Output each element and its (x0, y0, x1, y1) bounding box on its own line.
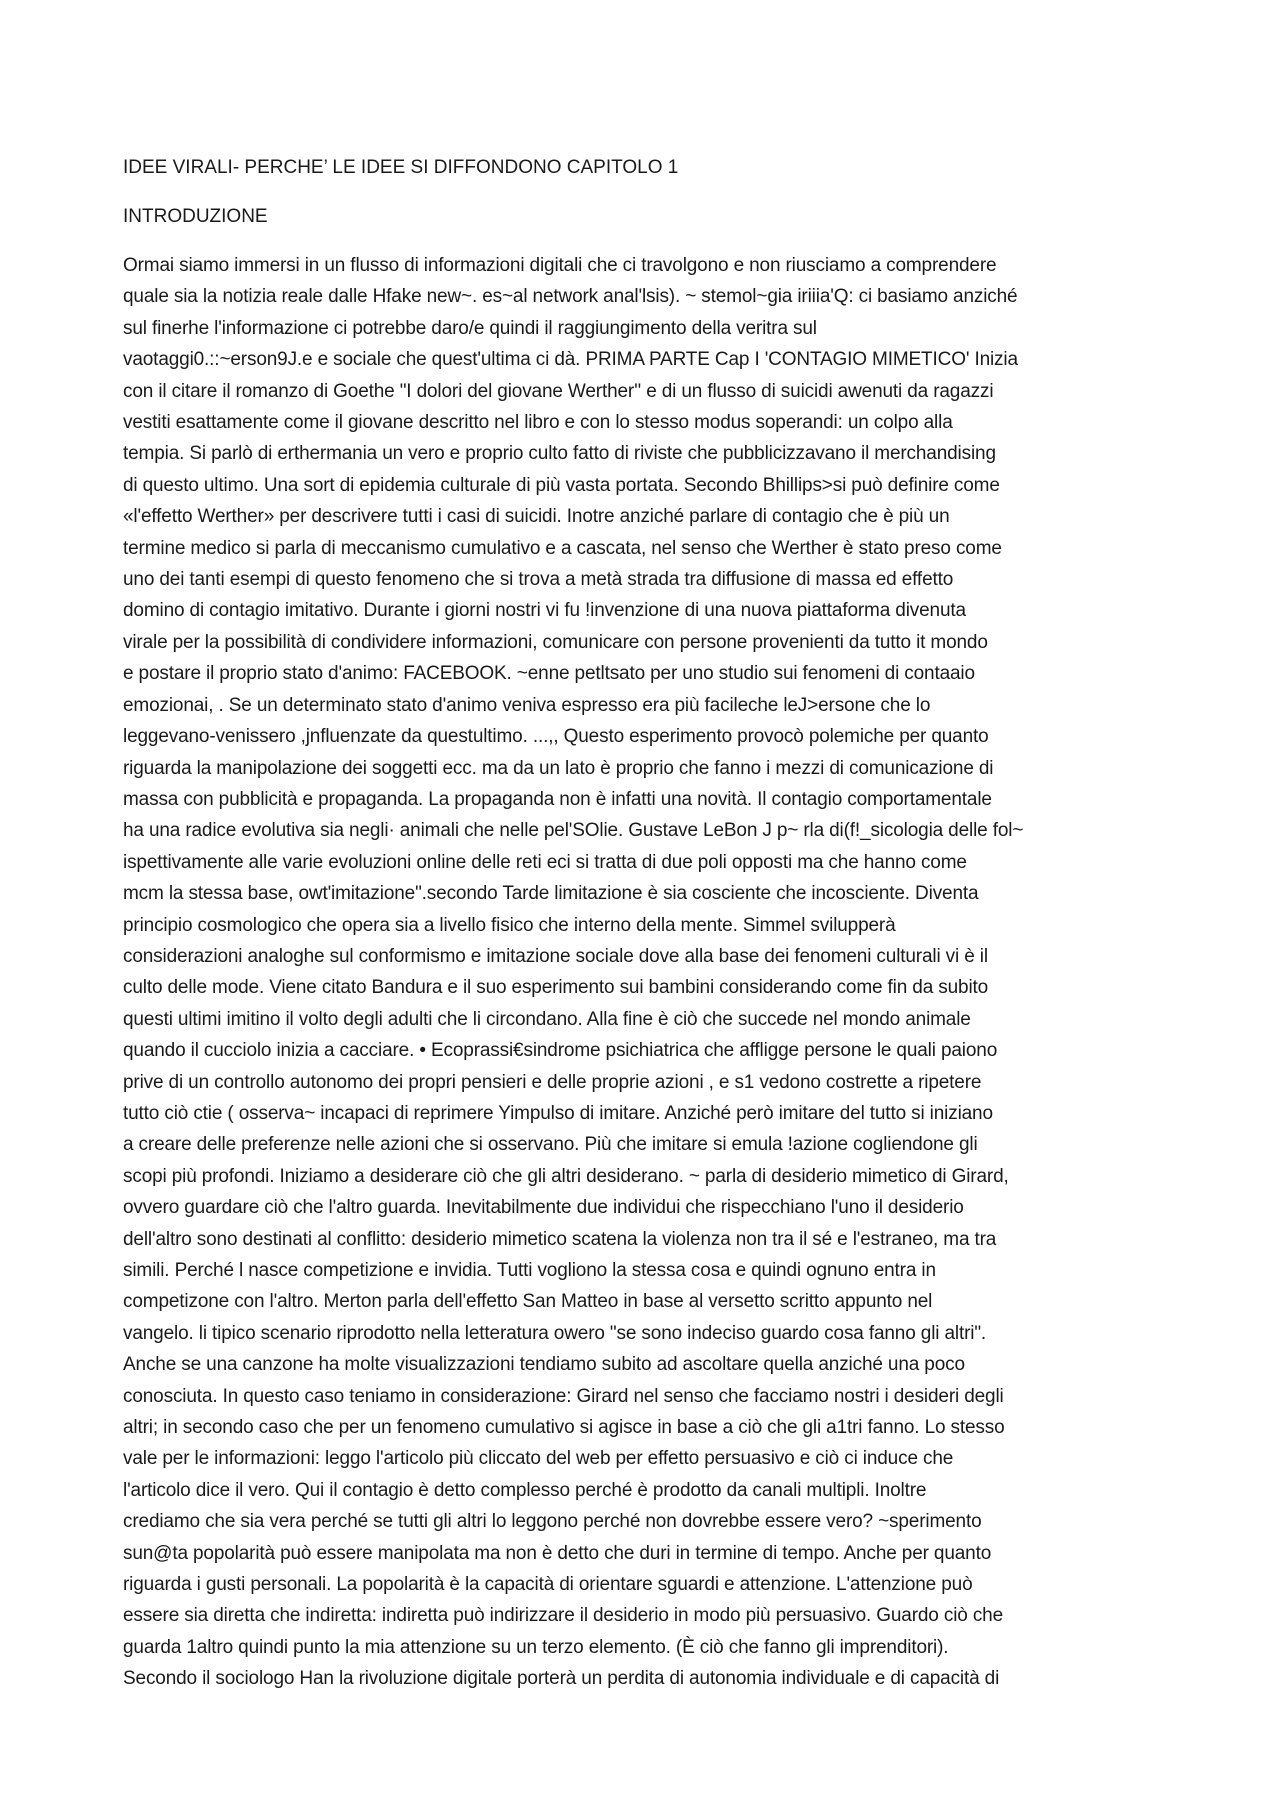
text-line: uno dei tanti esempi di questo fenomeno che si trova a metà strada tra diffusione di massa ed effetto (123, 569, 954, 591)
text-line: domino di contagio imitativo. Durante i giorni nostri vi fu !invenzione di una nuova piattaforma divenuta (123, 600, 966, 622)
text-line: «l'effetto Werther» per descrivere tutti i casi di suicidi. Inotre anziché parlare di contagio che è più un (123, 506, 950, 528)
text-line: vangelo. li tipico scenario riprodotto nella letteratura owero "se sono indeciso guardo cosa fanno gli altri". (123, 1322, 987, 1344)
text-line: vaotaggi0.::~erson9J.e e sociale che quest'ultima ci dà. PRIMA PARTE Cap I 'CONTAGIO MIMETICO' Inizia (123, 349, 1018, 371)
text-line: sun@ta popolarità può essere manipolata ma non è detto che duri in termine di tempo. Anche per quanto (123, 1542, 992, 1564)
text-line: riguarda la manipolazione dei soggetti ecc. ma da un lato è proprio che fanno i mezzi di comunicazione di (123, 757, 994, 779)
text-line: sul finerhe l'informazione ci potrebbe daro/e quindi il raggiungimento della veritra sul (123, 317, 817, 339)
text-line: leggevano-venissero ,jnfluenzate da questultimo. ...,, Questo esperimento provocò polemiche per quanto (123, 726, 989, 748)
text-line: simili. Perché l nasce competizione e invidia. Tutti vogliono la stessa cosa e quindi ognuno entra in (123, 1260, 936, 1281)
text-line: questi ultimi imitino il volto degli adulti che li circondano. Alla fine è ciò che succede nel mondo animale (123, 1008, 971, 1030)
text-line: ovvero guardare ciò che l'altro guarda. Inevitabilmente due individui che rispecchiano l'uno il desiderio (123, 1197, 964, 1219)
text-line: principio cosmologico che opera sia a livello fisico che interno della mente. Simmel svilupperà (123, 914, 896, 936)
text-line: a creare delle preferenze nelle azioni che si osservano. Più che imitare si emula !azione cogliendone gli (123, 1134, 978, 1156)
text-line: crediamo che sia vera perché se tutti gli altri lo leggono perché non dovrebbe essere vero? ~sperimento (123, 1511, 982, 1533)
document-content (123, 152, 1167, 1695)
text-line: guarda 1altro quindi punto la mia attenzione su un terzo elemento. (È ciò che fanno gli imprenditori). (123, 1636, 949, 1658)
text-line: l'articolo dice il vero. Qui il contagio è detto complesso perché è prodotto da canali multipli. Inoltre (123, 1479, 927, 1501)
text-line: tempia. Si parlò di erthermania un vero e proprio culto fatto di riviste che pubblicizzavano il merchandising (123, 443, 996, 465)
text-line: riguarda i gusti personali. La popolarità è la capacità di orientare sguardi e attenzione. L'attenzione può (123, 1574, 973, 1596)
text-line: culto delle mode. Viene citato Bandura e il suo esperimento sui bambini considerando come fin da subito (123, 977, 989, 999)
text-line: essere sia diretta che indiretta: indiretta può indirizzare il desiderio in modo più persuasivo. Guardo ciò che (123, 1605, 1003, 1627)
text-line: ispettivamente alle varie evoluzioni online delle reti eci si tratta di due poli opposti ma che hanno come (123, 851, 967, 873)
text-line: Secondo il sociologo Han la rivoluzione digitale porterà un perdita di autonomia individuale e di capacità di (123, 1668, 1000, 1690)
text-line: con il citare il romanzo di Goethe "I dolori del giovane Werther'' e di un flusso di suicidi awenuti da ragazzi (123, 380, 994, 402)
text-line: quando il cucciolo inizia a cacciare. • Ecoprassi€sindrome psichiatrica che affligge persone le quali paiono (123, 1040, 998, 1062)
text-line: considerazioni analoghe sul conformismo e imitazione sociale dove alla base dei fenomeni culturali vi è il (123, 945, 988, 967)
text-line: vale per le informazioni: leggo l'articolo più cliccato del web per effetto persuasivo e ciò ci induce che (123, 1448, 954, 1470)
text-line: conosciuta. In questo caso teniamo in considerazione: Girard nel senso che facciamo nostri i desideri degli (123, 1385, 1004, 1407)
text-line: di questo ultimo. Una sort di epidemia culturale di più vasta portata. Secondo Bhillips>si può definire come (123, 474, 1000, 496)
text-line: Anche se una canzone ha molte visualizzazioni tendiamo subito ad ascoltare quella anziché una poco (123, 1354, 965, 1376)
text-line: dell'altro sono destinati al conflitto: desiderio mimetico scatena la violenza non tra il sé e l'estraneo, ma tra (123, 1228, 997, 1250)
text-line: Ormai siamo immersi in un flusso di informazioni digitali che ci travolgono e non riusciamo a comprendere (123, 255, 997, 276)
text-line: mcm la stessa base, owt'imitazione".secondo Tarde limitazione è sia cosciente che incosciente. Diventa (123, 883, 979, 905)
text-line: termine medico si parla di meccanismo cumulativo e a cascata, nel senso che Werther è stato preso come (123, 537, 1002, 559)
text-line: emozionai, . Se un determinato stato d'animo veniva espresso era più facileche leJ>ersone che lo (123, 694, 931, 716)
section-heading: INTRODUZIONE (123, 206, 268, 227)
document-title: IDEE VIRALI- PERCHE’ LE IDEE SI DIFFONDONO CAPITOLO 1 (123, 157, 679, 178)
text-line: prive di un controllo autonomo dei propri pensieri e delle proprie azioni , e s1 vedono costrette a ripetere (123, 1071, 982, 1093)
text-line: tutto ciò ctie ( osserva~ incapaci di reprimere Yimpulso di imitare. Anziché però imitare del tutto si iniziano (123, 1102, 993, 1124)
text-line: quale sia la notizia reale dalle Hfake new~. es~al network anal'lsis). ~ stemol~gia iriiia'Q: ci basiamo anziché (123, 286, 1018, 308)
text-line: vestiti esattamente come il giovane descritto nel libro e con lo stesso modus soperandi: un colpo alla (123, 412, 953, 434)
text-line: virale per la possibilità di condividere informazioni, comunicare con persone provenienti da tutto it mondo (123, 631, 988, 653)
text-line: massa con pubblicità e propaganda. La propaganda non è infatti una novità. Il contagio comportamentale (123, 788, 992, 810)
text-line: e postare il proprio stato d'animo: FACEBOOK. ~enne petltsato per uno studio sui fenomeni di contaaio (123, 663, 975, 685)
body-paragraph (123, 250, 1167, 1695)
text-line: ha una radice evolutiva sia negli· animali che nelle pel'SOlie. Gustave LeBon J p~ rla di(f!_sicologia delle fol~ (123, 820, 1024, 842)
text-line: scopi più profondi. Iniziamo a desiderare ciò che gli altri desiderano. ~ parla di desiderio mimetico di Girard, (123, 1165, 1009, 1187)
text-line: competizone con l'altro. Merton parla dell'effetto San Matteo in base al versetto scritto appunto nel (123, 1291, 933, 1313)
text-line: altri; in secondo caso che per un fenomeno cumulativo si agisce in base a ciò che gli a1tri fanno. Lo stesso (123, 1417, 1005, 1439)
